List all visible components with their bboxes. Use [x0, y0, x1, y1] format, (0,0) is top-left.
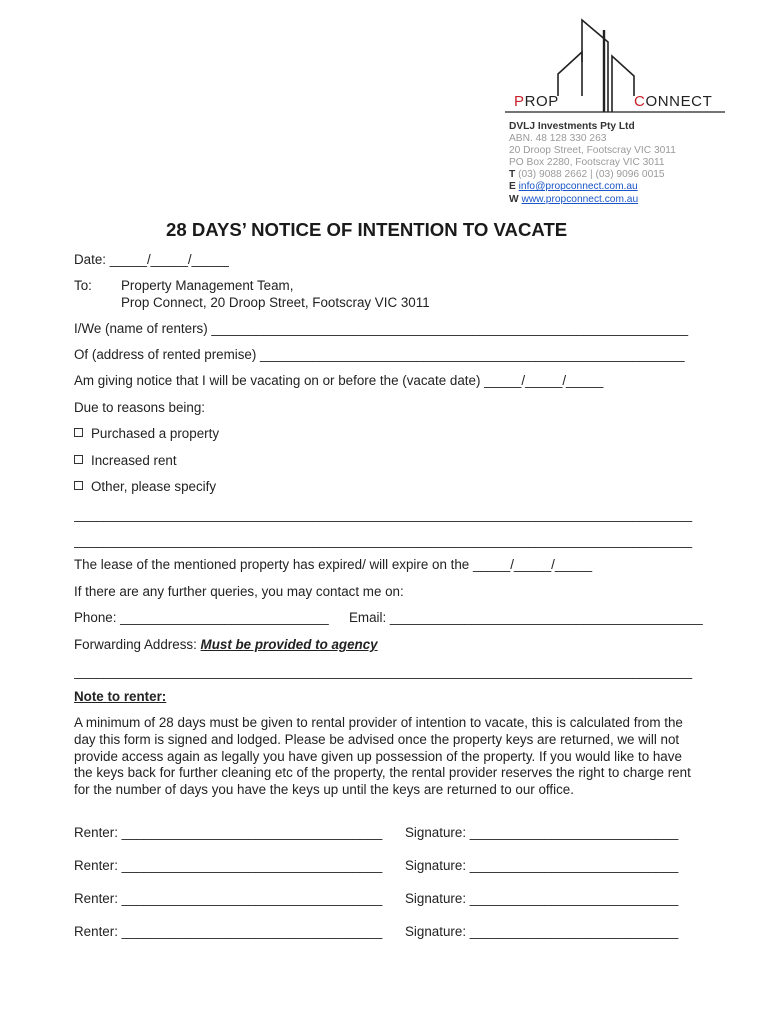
- signature-field-1[interactable]: Signature: ____________________________: [405, 825, 679, 840]
- other-reason-line-2[interactable]: ___________________________________________________________________________________: [74, 533, 693, 548]
- company-details: [509, 121, 676, 206]
- company-email: E info@propconnect.com.au: [509, 181, 638, 193]
- checkbox[interactable]: [74, 428, 83, 437]
- company-po-box: PO Box 2280, Footscray VIC 3011: [509, 157, 665, 169]
- note-heading: Note to renter:: [74, 689, 167, 704]
- email-field[interactable]: Email: __________________________________________: [349, 610, 703, 625]
- renter-field-3[interactable]: Renter: ___________________________________: [74, 891, 383, 906]
- date-field[interactable]: Date: _____/_____/_____: [74, 252, 229, 267]
- renter-field-2[interactable]: Renter: ___________________________________: [74, 858, 383, 873]
- signature-field-2[interactable]: Signature: ____________________________: [405, 858, 679, 873]
- form-title: 28 DAYS’ NOTICE OF INTENTION TO VACATE: [166, 219, 568, 240]
- reason-option-purchased[interactable]: Purchased a property: [74, 426, 219, 441]
- website-link[interactable]: www.propconnect.com.au: [521, 193, 639, 205]
- renters-name-field[interactable]: I/We (name of renters) ________________________________________________________________: [74, 321, 689, 336]
- email-link[interactable]: info@propconnect.com.au: [518, 181, 638, 193]
- renter-field-4[interactable]: Renter: ___________________________________: [74, 924, 383, 939]
- to-recipient-line1: Property Management Team,: [121, 278, 294, 293]
- checkbox[interactable]: [74, 455, 83, 464]
- company-web: W www.propconnect.com.au: [509, 193, 639, 205]
- queries-text: If there are any further queries, you may contact me on:: [74, 584, 404, 599]
- to-label: To:: [74, 278, 92, 293]
- phone-field[interactable]: Phone: ____________________________: [74, 610, 329, 625]
- reason-option-other[interactable]: Other, please specify: [74, 479, 216, 494]
- logo-prop-wordmark: PROP: [514, 93, 559, 110]
- logo-connect-wordmark: CONNECT: [634, 93, 713, 110]
- to-recipient-line2: Prop Connect, 20 Droop Street, Footscray VIC 3011: [121, 295, 430, 310]
- reason-option-rent[interactable]: Increased rent: [74, 453, 177, 468]
- renter-field-1[interactable]: Renter: ___________________________________: [74, 825, 383, 840]
- lease-expiry-field[interactable]: The lease of the mentioned property has expired/ will expire on the _____/_____/_____: [74, 557, 593, 572]
- company-phone: T (03) 9088 2662 | (03) 9096 0015: [509, 169, 665, 181]
- company-name: DVLJ Investments Pty Ltd: [509, 121, 635, 132]
- vacate-date-field[interactable]: Am giving notice that I will be vacating on or before the (vacate date) _____/_____/_____: [74, 373, 604, 388]
- forwarding-label: Forwarding Address:: [74, 637, 197, 652]
- signature-field-4[interactable]: Signature: ____________________________: [405, 924, 679, 939]
- note-text: A minimum of 28 days must be given to rental provider of intention to vacate, this is calculated from the day this form is signed and lodged. Please be advised once the property keys are returned, we will not provide access again as legally you have given up possession of the property. If you would like to have the keys back for further cleaning etc of the property, the rental provider reserves the right to charge rent for the number of days you have the keys up until the keys are returned to our office.: [74, 715, 691, 798]
- rented-address-field[interactable]: Of (address of rented premise) _________________________________________________________: [74, 347, 685, 362]
- forwarding-address-line[interactable]: ___________________________________________________________________________________: [74, 664, 693, 679]
- other-reason-line-1[interactable]: ___________________________________________________________________________________: [74, 507, 693, 522]
- forwarding-address: [74, 637, 378, 652]
- checkbox[interactable]: [74, 481, 83, 490]
- company-street: 20 Droop Street, Footscray VIC 3011: [509, 145, 676, 157]
- forwarding-note: Must be provided to agency: [200, 637, 378, 652]
- signature-field-3[interactable]: Signature: ____________________________: [405, 891, 679, 906]
- reasons-label: Due to reasons being:: [74, 400, 206, 415]
- company-abn: ABN. 48 128 330 263: [509, 133, 607, 145]
